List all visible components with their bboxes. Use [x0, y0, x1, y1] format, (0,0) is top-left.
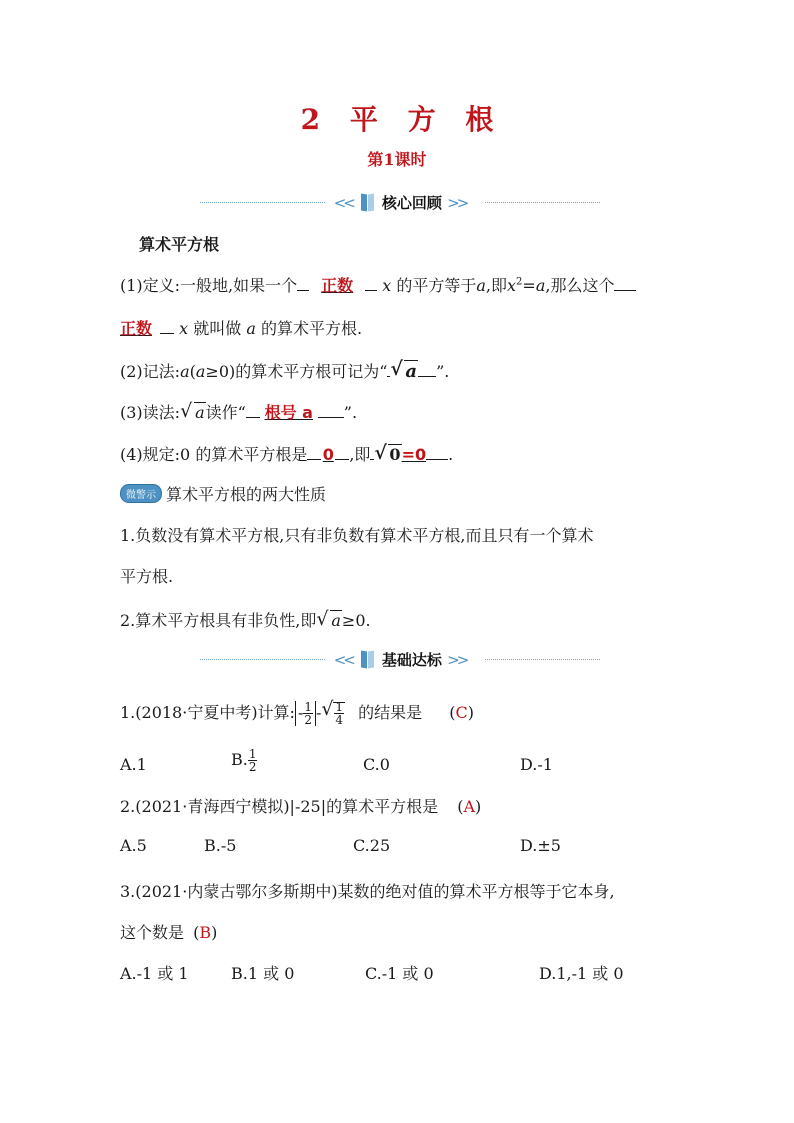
var-a: a: [246, 319, 256, 338]
option-c[interactable]: C.-1 或 0: [365, 964, 434, 983]
exponent: 2: [516, 276, 523, 288]
lesson-subtitle: 第1课时: [367, 150, 427, 169]
definition-text: 的平方等于: [391, 276, 477, 295]
answer-fill: 0: [322, 445, 334, 464]
option-a[interactable]: A.1: [120, 755, 147, 774]
option-b[interactable]: [231, 748, 257, 773]
notation-text: ≥0)的算术平方根可记为“: [205, 362, 388, 381]
definition-line-2: [120, 316, 362, 339]
definition-text: ,那么这个: [545, 276, 615, 295]
option-label: B.: [231, 750, 248, 769]
title-number: 2: [300, 103, 321, 136]
fraction: [334, 701, 344, 726]
option-d[interactable]: D.-1: [520, 755, 553, 774]
notation-text: (2)记法:: [120, 362, 181, 381]
var-a: a: [535, 276, 546, 295]
concept-heading: 算术平方根: [139, 235, 220, 254]
rule-text: .: [448, 445, 454, 464]
reading-line: [120, 400, 357, 423]
book-icon: [361, 651, 375, 668]
property-text: ≥0.: [341, 611, 371, 630]
answer-fill: 根号 a: [264, 403, 313, 422]
book-icon: [361, 194, 375, 211]
rule-line: [120, 442, 453, 465]
sqrt-symbol: [390, 361, 418, 382]
option-a[interactable]: A.5: [120, 836, 147, 855]
denominator: 4: [335, 713, 344, 727]
option-a[interactable]: A.-1 或 1: [120, 964, 189, 983]
radicand: a: [195, 403, 205, 422]
equals-sign: =: [522, 276, 536, 295]
question-text: 的结果是: [358, 703, 423, 722]
option-d[interactable]: D.±5: [520, 836, 561, 855]
double-chevron-right-icon: >>: [447, 194, 467, 212]
notation-line: [120, 359, 449, 382]
var-x: x: [179, 319, 189, 338]
tip-badge: 微警示: [120, 484, 162, 503]
numerator: 1: [304, 700, 312, 714]
double-chevron-left-icon: <<: [333, 651, 353, 669]
var-x: x: [507, 276, 517, 295]
bracket: (: [193, 923, 200, 942]
paren: (: [189, 362, 196, 381]
answer-fill: =0: [401, 445, 427, 464]
tip-text: 算术平方根的两大性质: [166, 485, 327, 504]
title-char-3: 根: [465, 103, 494, 136]
denominator: 2: [304, 713, 312, 727]
definition-line-1: [120, 273, 636, 296]
var-x: x: [382, 276, 392, 295]
answer-choice: A: [463, 797, 476, 816]
section-banner-basic: [200, 647, 600, 673]
reading-text: ”.: [343, 403, 358, 422]
question-2-stem: [120, 794, 481, 817]
section-title: 基础达标: [381, 651, 442, 669]
definition-text: ,即: [485, 276, 508, 295]
fraction: [248, 748, 258, 773]
question-text: 1.(2018·宁夏中考)计算:: [120, 703, 295, 722]
minus-sign: -: [316, 703, 322, 722]
section-title: 核心回顾: [381, 194, 442, 212]
answer-choice: C: [455, 703, 468, 722]
denominator: 2: [248, 760, 257, 774]
radicand: a: [331, 611, 341, 630]
reading-text: 读作“: [205, 403, 246, 422]
answer-choice: B: [199, 923, 212, 942]
tip-line: [120, 482, 326, 505]
answer-bracket: [449, 703, 474, 722]
option-b[interactable]: B.-5: [204, 836, 237, 855]
radicand: 0: [389, 445, 401, 464]
rule-text: (4)规定:0 的算术平方根是: [120, 445, 308, 464]
question-3-stem-line-1: 3.(2021·内蒙古鄂尔多斯期中)某数的绝对值的算术平方根等于它本身,: [120, 882, 615, 901]
option-b[interactable]: B.1 或 0: [231, 964, 295, 983]
minus-sign: -: [297, 703, 304, 722]
notation-text: ”.: [436, 362, 450, 381]
property-text: 2.算术平方根具有非负性,即: [120, 611, 317, 630]
var-a: a: [476, 276, 486, 295]
bracket: ): [475, 797, 482, 816]
property-1-line-2: 平方根.: [120, 567, 174, 586]
answer-bracket: [193, 923, 217, 942]
option-c[interactable]: C.25: [353, 836, 391, 855]
option-d[interactable]: D.1,-1 或 0: [539, 964, 624, 983]
numerator: √ 1: [335, 700, 344, 714]
definition-text: 的算术平方根.: [255, 319, 363, 338]
var-a: a: [195, 362, 206, 381]
question-text: 这个数是: [120, 923, 185, 942]
absolute-value: [295, 701, 316, 726]
sqrt-symbol: [316, 611, 342, 630]
double-chevron-right-icon: >>: [447, 651, 467, 669]
sqrt-symbol: [180, 403, 206, 422]
property-2: [120, 608, 371, 631]
question-1-stem: [120, 700, 474, 726]
answer-fill: a: [405, 361, 418, 382]
double-chevron-left-icon: <<: [333, 194, 353, 212]
numerator: 1: [248, 747, 257, 761]
definition-text: (1)定义:一般地,如果一个: [120, 276, 298, 295]
bracket: (: [457, 797, 464, 816]
fraction: [303, 701, 313, 726]
answer-fill: 正数: [321, 276, 354, 295]
answer-fill: 正数: [120, 319, 153, 338]
reading-text: (3)读法:: [120, 403, 181, 422]
option-c[interactable]: C.0: [363, 755, 390, 774]
question-text: 2.(2021·青海西宁模拟)|-25|的算术平方根是: [120, 797, 439, 816]
sqrt-symbol: [321, 701, 345, 726]
var-a: a: [180, 362, 190, 381]
title-char-1: 平: [349, 103, 378, 136]
bracket: ): [467, 703, 474, 722]
property-1-line-1: 1.负数没有算术平方根,只有非负数有算术平方根,而且只有一个算术: [120, 526, 594, 545]
bracket: ): [211, 923, 218, 942]
page-title: [0, 98, 794, 138]
sqrt-symbol: [374, 445, 401, 464]
answer-bracket: [457, 797, 481, 816]
question-3-stem-line-2: [120, 920, 217, 943]
definition-text: 就叫做: [188, 319, 242, 338]
bracket: (: [449, 703, 456, 722]
section-banner-review: [200, 190, 600, 216]
rule-text: ,即: [349, 445, 371, 464]
title-char-2: 方: [407, 103, 436, 136]
